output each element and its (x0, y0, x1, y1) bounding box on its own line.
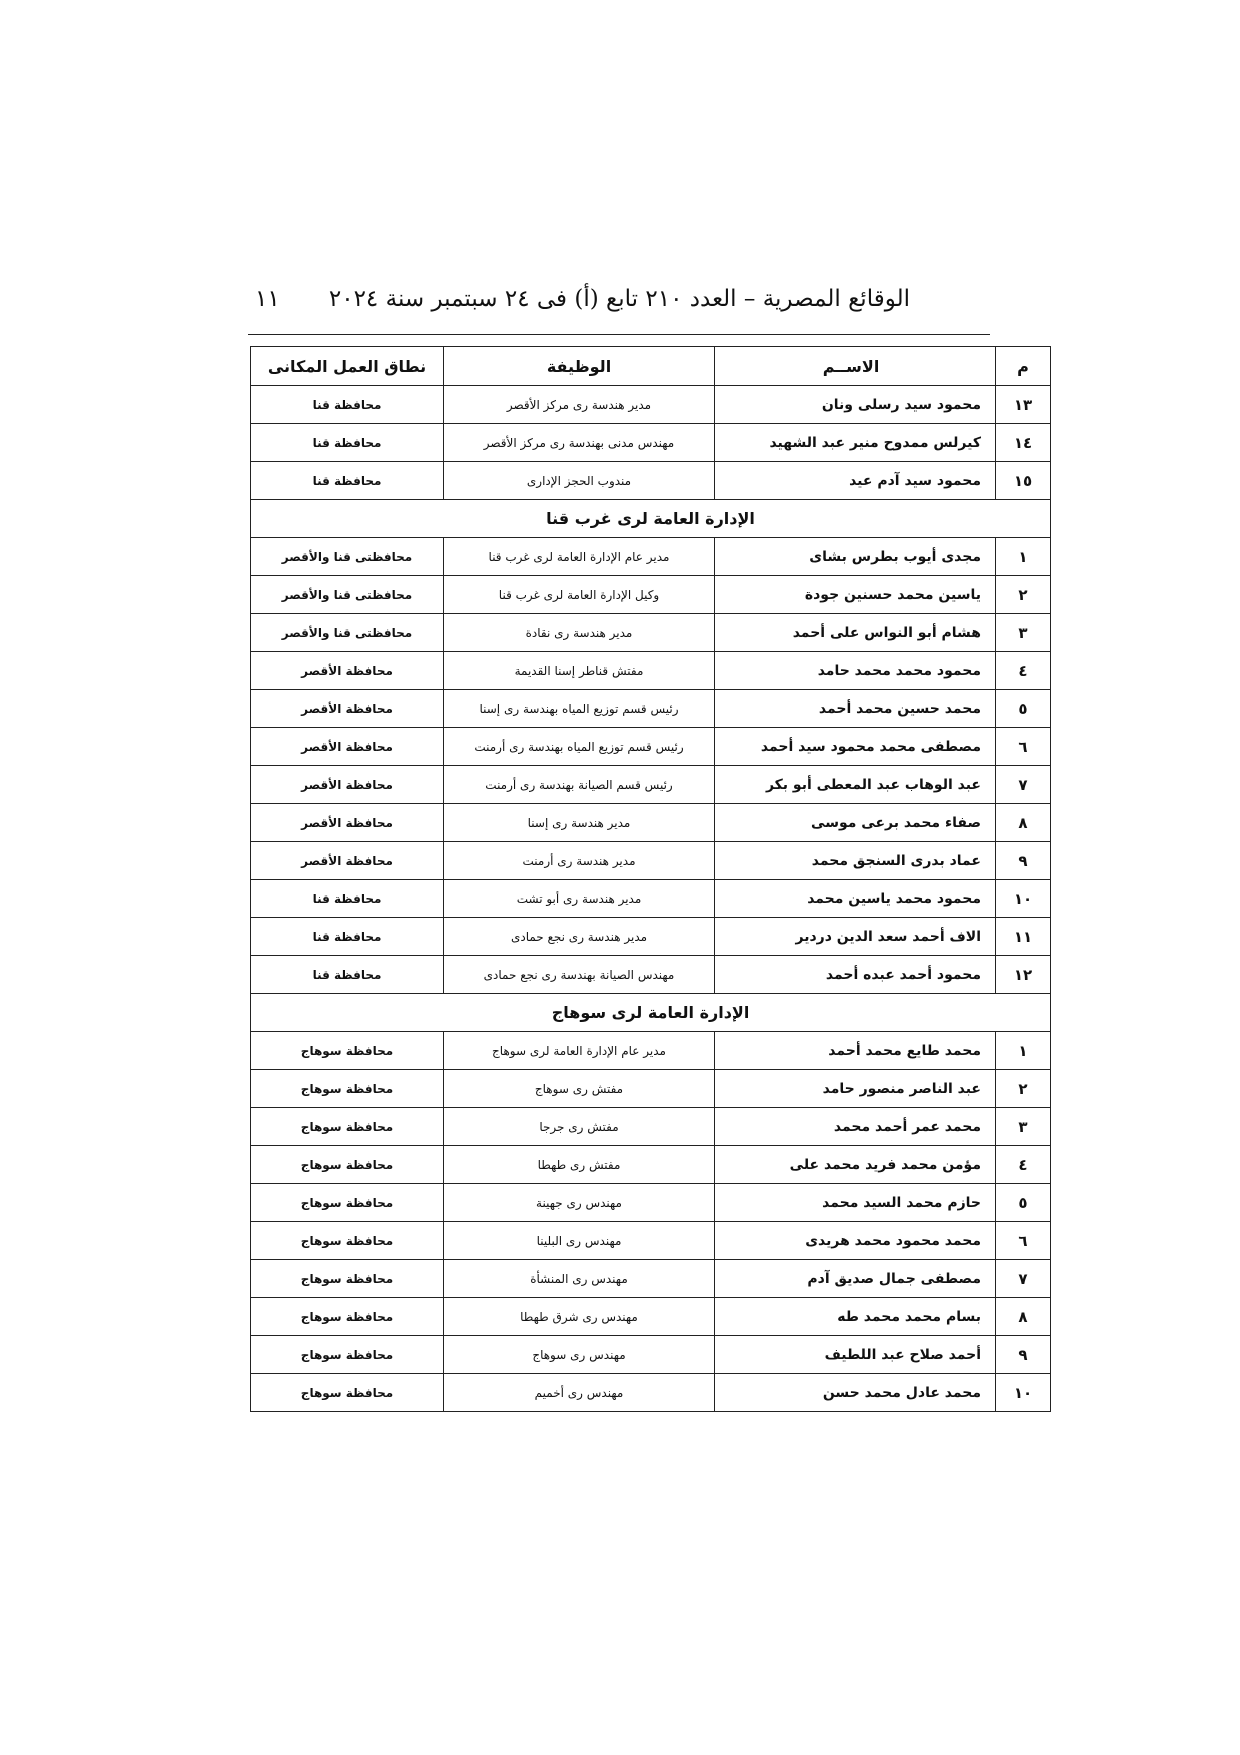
table-row (251, 804, 1051, 842)
row-number: ١ (996, 538, 1051, 576)
work-area: محافظة الأقصر (251, 804, 444, 842)
job-title: رئيس قسم الصيانة بهندسة رى أرمنت (444, 766, 715, 804)
job-title: مدير هندسة رى إسنا (444, 804, 715, 842)
table-header-row (251, 347, 1051, 386)
job-title: مهندس رى شرق طهطا (444, 1298, 715, 1336)
work-area: محافظة الأقصر (251, 690, 444, 728)
row-number: ٦ (996, 728, 1051, 766)
row-number: ١١ (996, 918, 1051, 956)
column-header-name: الاســم (715, 347, 996, 386)
table-row (251, 1108, 1051, 1146)
row-number: ٩ (996, 1336, 1051, 1374)
table-row (251, 956, 1051, 994)
work-area: محافظة سوهاج (251, 1374, 444, 1412)
job-title: مفتش رى طهطا (444, 1146, 715, 1184)
employee-name: محمود سيد آدم عيد (715, 462, 996, 500)
row-number: ٢ (996, 576, 1051, 614)
table-row (251, 690, 1051, 728)
table-row (251, 1032, 1051, 1070)
work-area: محافظتى قنا والأقصر (251, 538, 444, 576)
row-number: ١٠ (996, 880, 1051, 918)
employee-name: محمد عادل محمد حسن (715, 1374, 996, 1412)
row-number: ٨ (996, 1298, 1051, 1336)
row-number: ١٢ (996, 956, 1051, 994)
employee-name: محمود سيد رسلى ونان (715, 386, 996, 424)
employee-name: بسام محمد محمد طه (715, 1298, 996, 1336)
employee-name: عبد الناصر منصور حامد (715, 1070, 996, 1108)
row-number: ٧ (996, 1260, 1051, 1298)
row-number: ٥ (996, 1184, 1051, 1222)
table-body (251, 386, 1051, 1412)
employee-name: محمود أحمد عبده أحمد (715, 956, 996, 994)
table-row (251, 1222, 1051, 1260)
employee-name: أحمد صلاح عبد اللطيف (715, 1336, 996, 1374)
employee-name: ياسين محمد حسنين جودة (715, 576, 996, 614)
work-area: محافظة سوهاج (251, 1146, 444, 1184)
work-area: محافظة الأقصر (251, 652, 444, 690)
page-header (250, 282, 990, 318)
job-title: مهندس رى جهينة (444, 1184, 715, 1222)
employee-name: الاف أحمد سعد الدين دردير (715, 918, 996, 956)
section-header-row (251, 500, 1051, 538)
section-header-row (251, 994, 1051, 1032)
employee-name: مصطفى محمد محمود سيد أحمد (715, 728, 996, 766)
row-number: ٦ (996, 1222, 1051, 1260)
work-area: محافظة سوهاج (251, 1108, 444, 1146)
work-area: محافظة قنا (251, 956, 444, 994)
column-header-number: م (996, 347, 1051, 386)
employee-name: مصطفى جمال صديق آدم (715, 1260, 996, 1298)
table-row (251, 766, 1051, 804)
work-area: محافظة قنا (251, 462, 444, 500)
employee-name: صفاء محمد برعى موسى (715, 804, 996, 842)
employee-name: مجدى أيوب بطرس بشاى (715, 538, 996, 576)
row-number: ١٤ (996, 424, 1051, 462)
employee-name: عماد بدرى السنجق محمد (715, 842, 996, 880)
row-number: ٤ (996, 1146, 1051, 1184)
job-title: مدير هندسة رى أرمنت (444, 842, 715, 880)
work-area: محافظة قنا (251, 880, 444, 918)
job-title: مدير عام الإدارة العامة لرى سوهاج (444, 1032, 715, 1070)
row-number: ١٣ (996, 386, 1051, 424)
job-title: مفتش رى جرجا (444, 1108, 715, 1146)
row-number: ٣ (996, 614, 1051, 652)
row-number: ٤ (996, 652, 1051, 690)
work-area: محافظة قنا (251, 386, 444, 424)
table-row (251, 424, 1051, 462)
table-row (251, 614, 1051, 652)
table-row (251, 1070, 1051, 1108)
table-row (251, 1260, 1051, 1298)
job-title: مفتش قناطر إسنا القديمة (444, 652, 715, 690)
table-row (251, 1184, 1051, 1222)
job-title: مهندس الصيانة بهندسة رى نجع حمادى (444, 956, 715, 994)
section-title: الإدارة العامة لرى غرب قنا (251, 500, 1051, 538)
page-number: ١١ (255, 286, 280, 312)
work-area: محافظة سوهاج (251, 1260, 444, 1298)
gazette-title: الوقائع المصرية – العدد ٢١٠ تابع (أ) فى ٢٤ سبتمبر سنة ٢٠٢٤ (328, 286, 910, 312)
table-row (251, 1298, 1051, 1336)
job-title: مدير هندسة رى نقادة (444, 614, 715, 652)
job-title: مدير هندسة رى أبو تشت (444, 880, 715, 918)
table-row (251, 1146, 1051, 1184)
work-area: محافظة سوهاج (251, 1070, 444, 1108)
column-header-area: نطاق العمل المكانى (251, 347, 444, 386)
job-title: وكيل الإدارة العامة لرى غرب قنا (444, 576, 715, 614)
row-number: ٥ (996, 690, 1051, 728)
job-title: مدير هندسة رى مركز الأقصر (444, 386, 715, 424)
row-number: ٧ (996, 766, 1051, 804)
table-row (251, 842, 1051, 880)
personnel-table (250, 346, 1051, 1412)
work-area: محافظة سوهاج (251, 1298, 444, 1336)
job-title: مهندس رى المنشأة (444, 1260, 715, 1298)
employee-name: عبد الوهاب عبد المعطى أبو بكر (715, 766, 996, 804)
work-area: محافظة سوهاج (251, 1184, 444, 1222)
work-area: محافظة سوهاج (251, 1032, 444, 1070)
work-area: محافظتى قنا والأقصر (251, 576, 444, 614)
table-row (251, 576, 1051, 614)
employee-name: مؤمن محمد فريد محمد على (715, 1146, 996, 1184)
table-row (251, 462, 1051, 500)
row-number: ١٠ (996, 1374, 1051, 1412)
job-title: مندوب الحجز الإدارى (444, 462, 715, 500)
table-row (251, 386, 1051, 424)
table-row (251, 1336, 1051, 1374)
job-title: مدير عام الإدارة العامة لرى غرب قنا (444, 538, 715, 576)
job-title: مهندس رى البلينا (444, 1222, 715, 1260)
work-area: محافظتى قنا والأقصر (251, 614, 444, 652)
table-row (251, 538, 1051, 576)
work-area: محافظة قنا (251, 918, 444, 956)
job-title: مهندس رى سوهاج (444, 1336, 715, 1374)
work-area: محافظة الأقصر (251, 766, 444, 804)
row-number: ١٥ (996, 462, 1051, 500)
job-title: مدير هندسة رى نجع حمادى (444, 918, 715, 956)
job-title: رئيس قسم توزيع المياه بهندسة رى أرمنت (444, 728, 715, 766)
section-title: الإدارة العامة لرى سوهاج (251, 994, 1051, 1032)
job-title: مهندس مدنى بهندسة رى مركز الأقصر (444, 424, 715, 462)
work-area: محافظة الأقصر (251, 842, 444, 880)
employee-name: محمد محمود محمد هريدى (715, 1222, 996, 1260)
work-area: محافظة سوهاج (251, 1222, 444, 1260)
employee-name: محمد عمر أحمد محمد (715, 1108, 996, 1146)
work-area: محافظة الأقصر (251, 728, 444, 766)
employee-name: محمود محمد ياسين محمد (715, 880, 996, 918)
work-area: محافظة قنا (251, 424, 444, 462)
employee-name: محمود محمد محمد حامد (715, 652, 996, 690)
job-title: مهندس رى أخميم (444, 1374, 715, 1412)
employee-name: حازم محمد السيد محمد (715, 1184, 996, 1222)
table-row (251, 728, 1051, 766)
table-row (251, 1374, 1051, 1412)
table-row (251, 918, 1051, 956)
column-header-job: الوظيفة (444, 347, 715, 386)
work-area: محافظة سوهاج (251, 1336, 444, 1374)
row-number: ٣ (996, 1108, 1051, 1146)
row-number: ٩ (996, 842, 1051, 880)
employee-name: محمد طايع محمد أحمد (715, 1032, 996, 1070)
employee-name: محمد حسين محمد أحمد (715, 690, 996, 728)
header-divider (248, 334, 990, 335)
table-row (251, 652, 1051, 690)
employee-name: كيرلس ممدوح منير عبد الشهيد (715, 424, 996, 462)
row-number: ١ (996, 1032, 1051, 1070)
row-number: ٢ (996, 1070, 1051, 1108)
table-row (251, 880, 1051, 918)
job-title: رئيس قسم توزيع المياه بهندسة رى إسنا (444, 690, 715, 728)
row-number: ٨ (996, 804, 1051, 842)
job-title: مفتش رى سوهاج (444, 1070, 715, 1108)
employee-name: هشام أبو النواس على أحمد (715, 614, 996, 652)
